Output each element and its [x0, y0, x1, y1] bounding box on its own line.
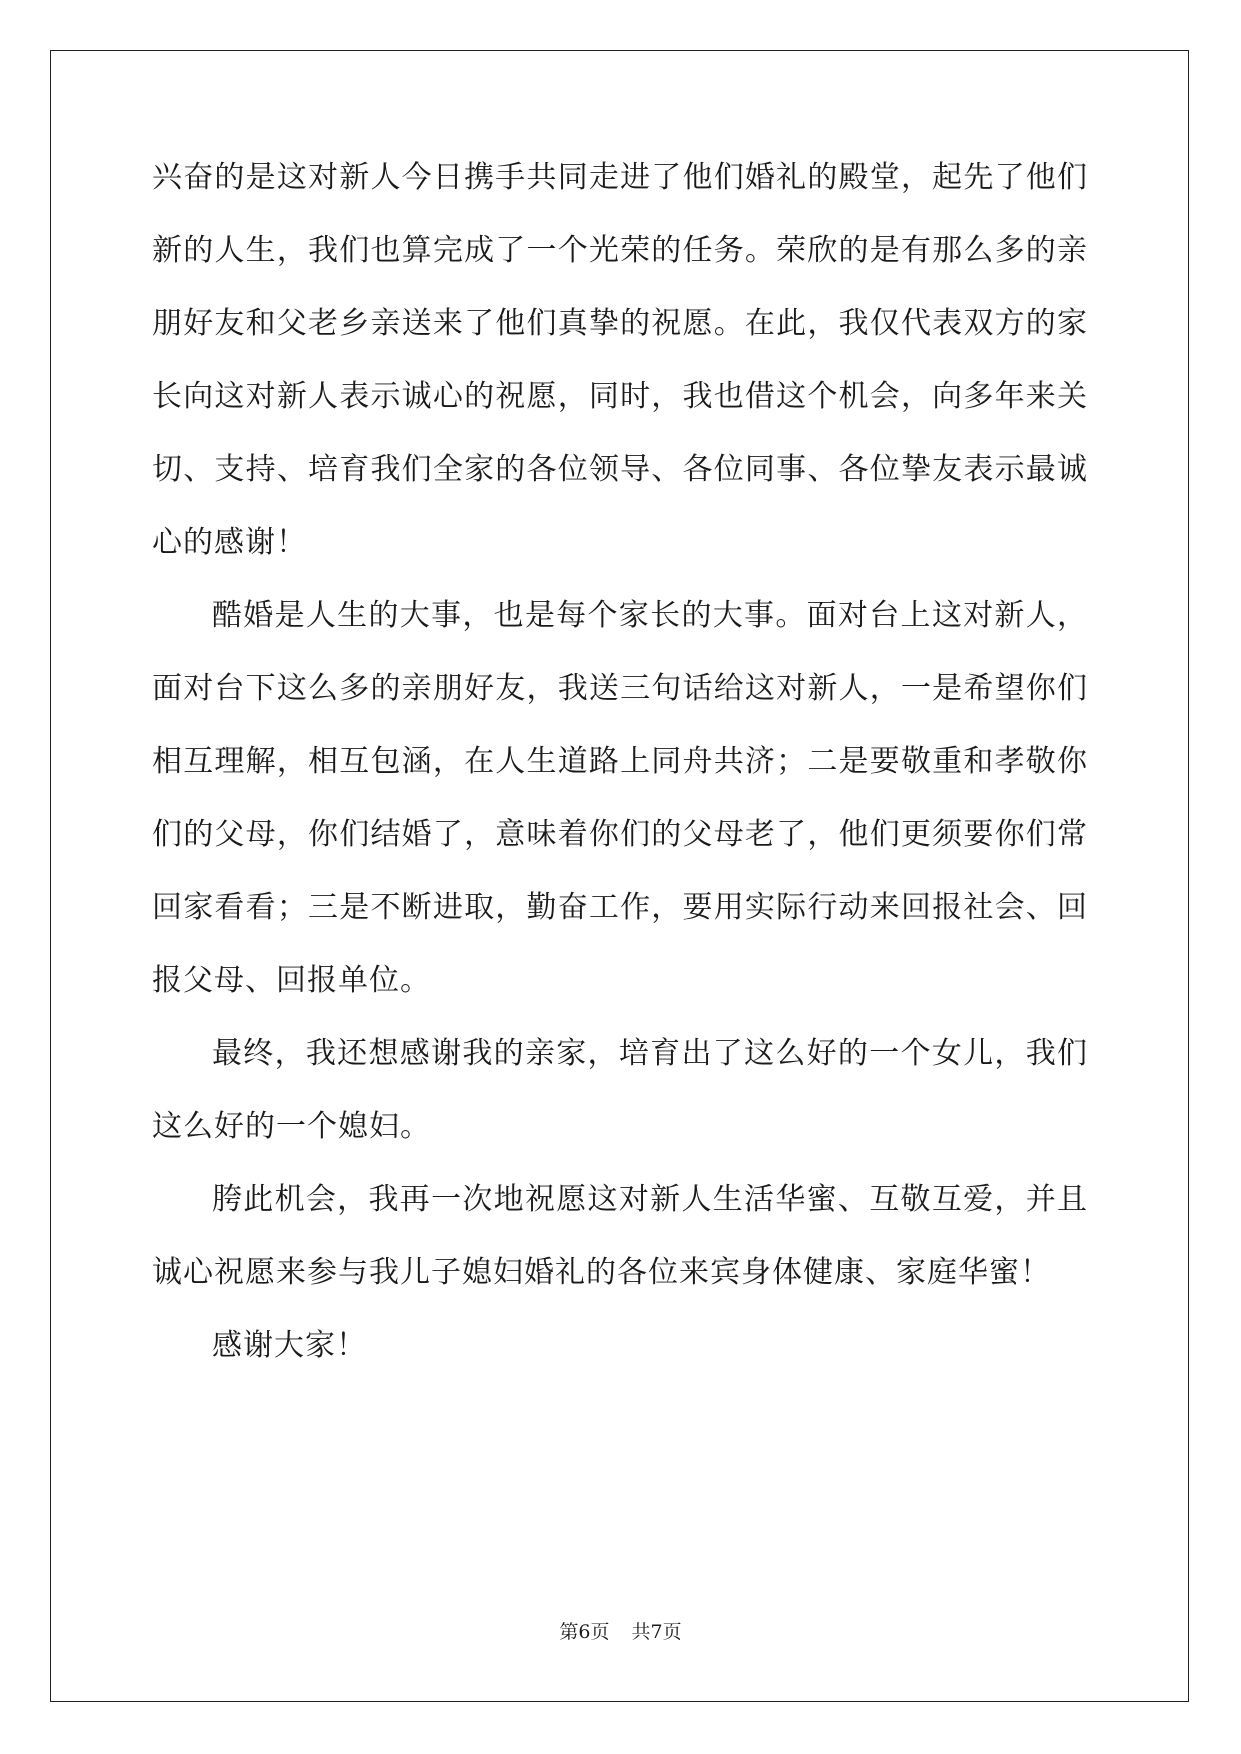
paragraph-line: 朋好友和父老乡亲送来了他们真挚的祝愿。在此，我仅代表双方的家: [152, 306, 1088, 341]
paragraph-line: 们的父母，你们结婚了，意味着你们的父母老了，他们更须要你们常: [152, 817, 1088, 852]
paragraph-line: 新的人生，我们也算完成了一个光荣的任务。荣欣的是有那么多的亲: [152, 233, 1088, 268]
page-footer: [0, 1620, 1241, 1644]
paragraph-line: 报父母、回报单位。: [152, 963, 431, 998]
paragraph-line: 诚心祝愿来参与我儿子媳妇婚礼的各位来宾身体健康、家庭华蜜！: [152, 1255, 1051, 1290]
paragraph-line: 心的感谢！: [152, 525, 307, 560]
paragraph-line: 这么好的一个媳妇。: [152, 1109, 431, 1144]
page-number-total: 共7页: [631, 1621, 682, 1643]
paragraph-line: 长向这对新人表示诚心的祝愿，同时，我也借这个机会，向多年来关: [152, 379, 1088, 414]
paragraph-line: 切、支持、培育我们全家的各位领导、各位同事、各位挚友表示最诚: [152, 452, 1088, 487]
paragraph-line: 最终，我还想感谢我的亲家，培育出了这么好的一个女儿，我们: [212, 1036, 1088, 1071]
page-border: [50, 50, 1189, 1702]
paragraph-line: 酷婚是人生的大事，也是每个家长的大事。面对台上这对新人，: [212, 598, 1088, 633]
paragraph-line: 回家看看；三是不断进取，勤奋工作，要用实际行动来回报社会、回: [152, 890, 1088, 925]
paragraph-line: 兴奋的是这对新人今日携手共同走进了他们婚礼的殿堂，起先了他们: [152, 160, 1088, 195]
paragraph-line: 面对台下这么多的亲朋好友，我送三句话给这对新人，一是希望你们: [152, 671, 1088, 706]
paragraph-line: 感谢大家！: [212, 1328, 367, 1363]
page-number-current: 第6页: [559, 1621, 610, 1643]
paragraph-line: 相互理解，相互包涵，在人生道路上同舟共济；二是要敬重和孝敬你: [152, 744, 1088, 779]
paragraph-line: 胯此机会，我再一次地祝愿这对新人生活华蜜、互敬互爱，并且: [212, 1182, 1088, 1217]
